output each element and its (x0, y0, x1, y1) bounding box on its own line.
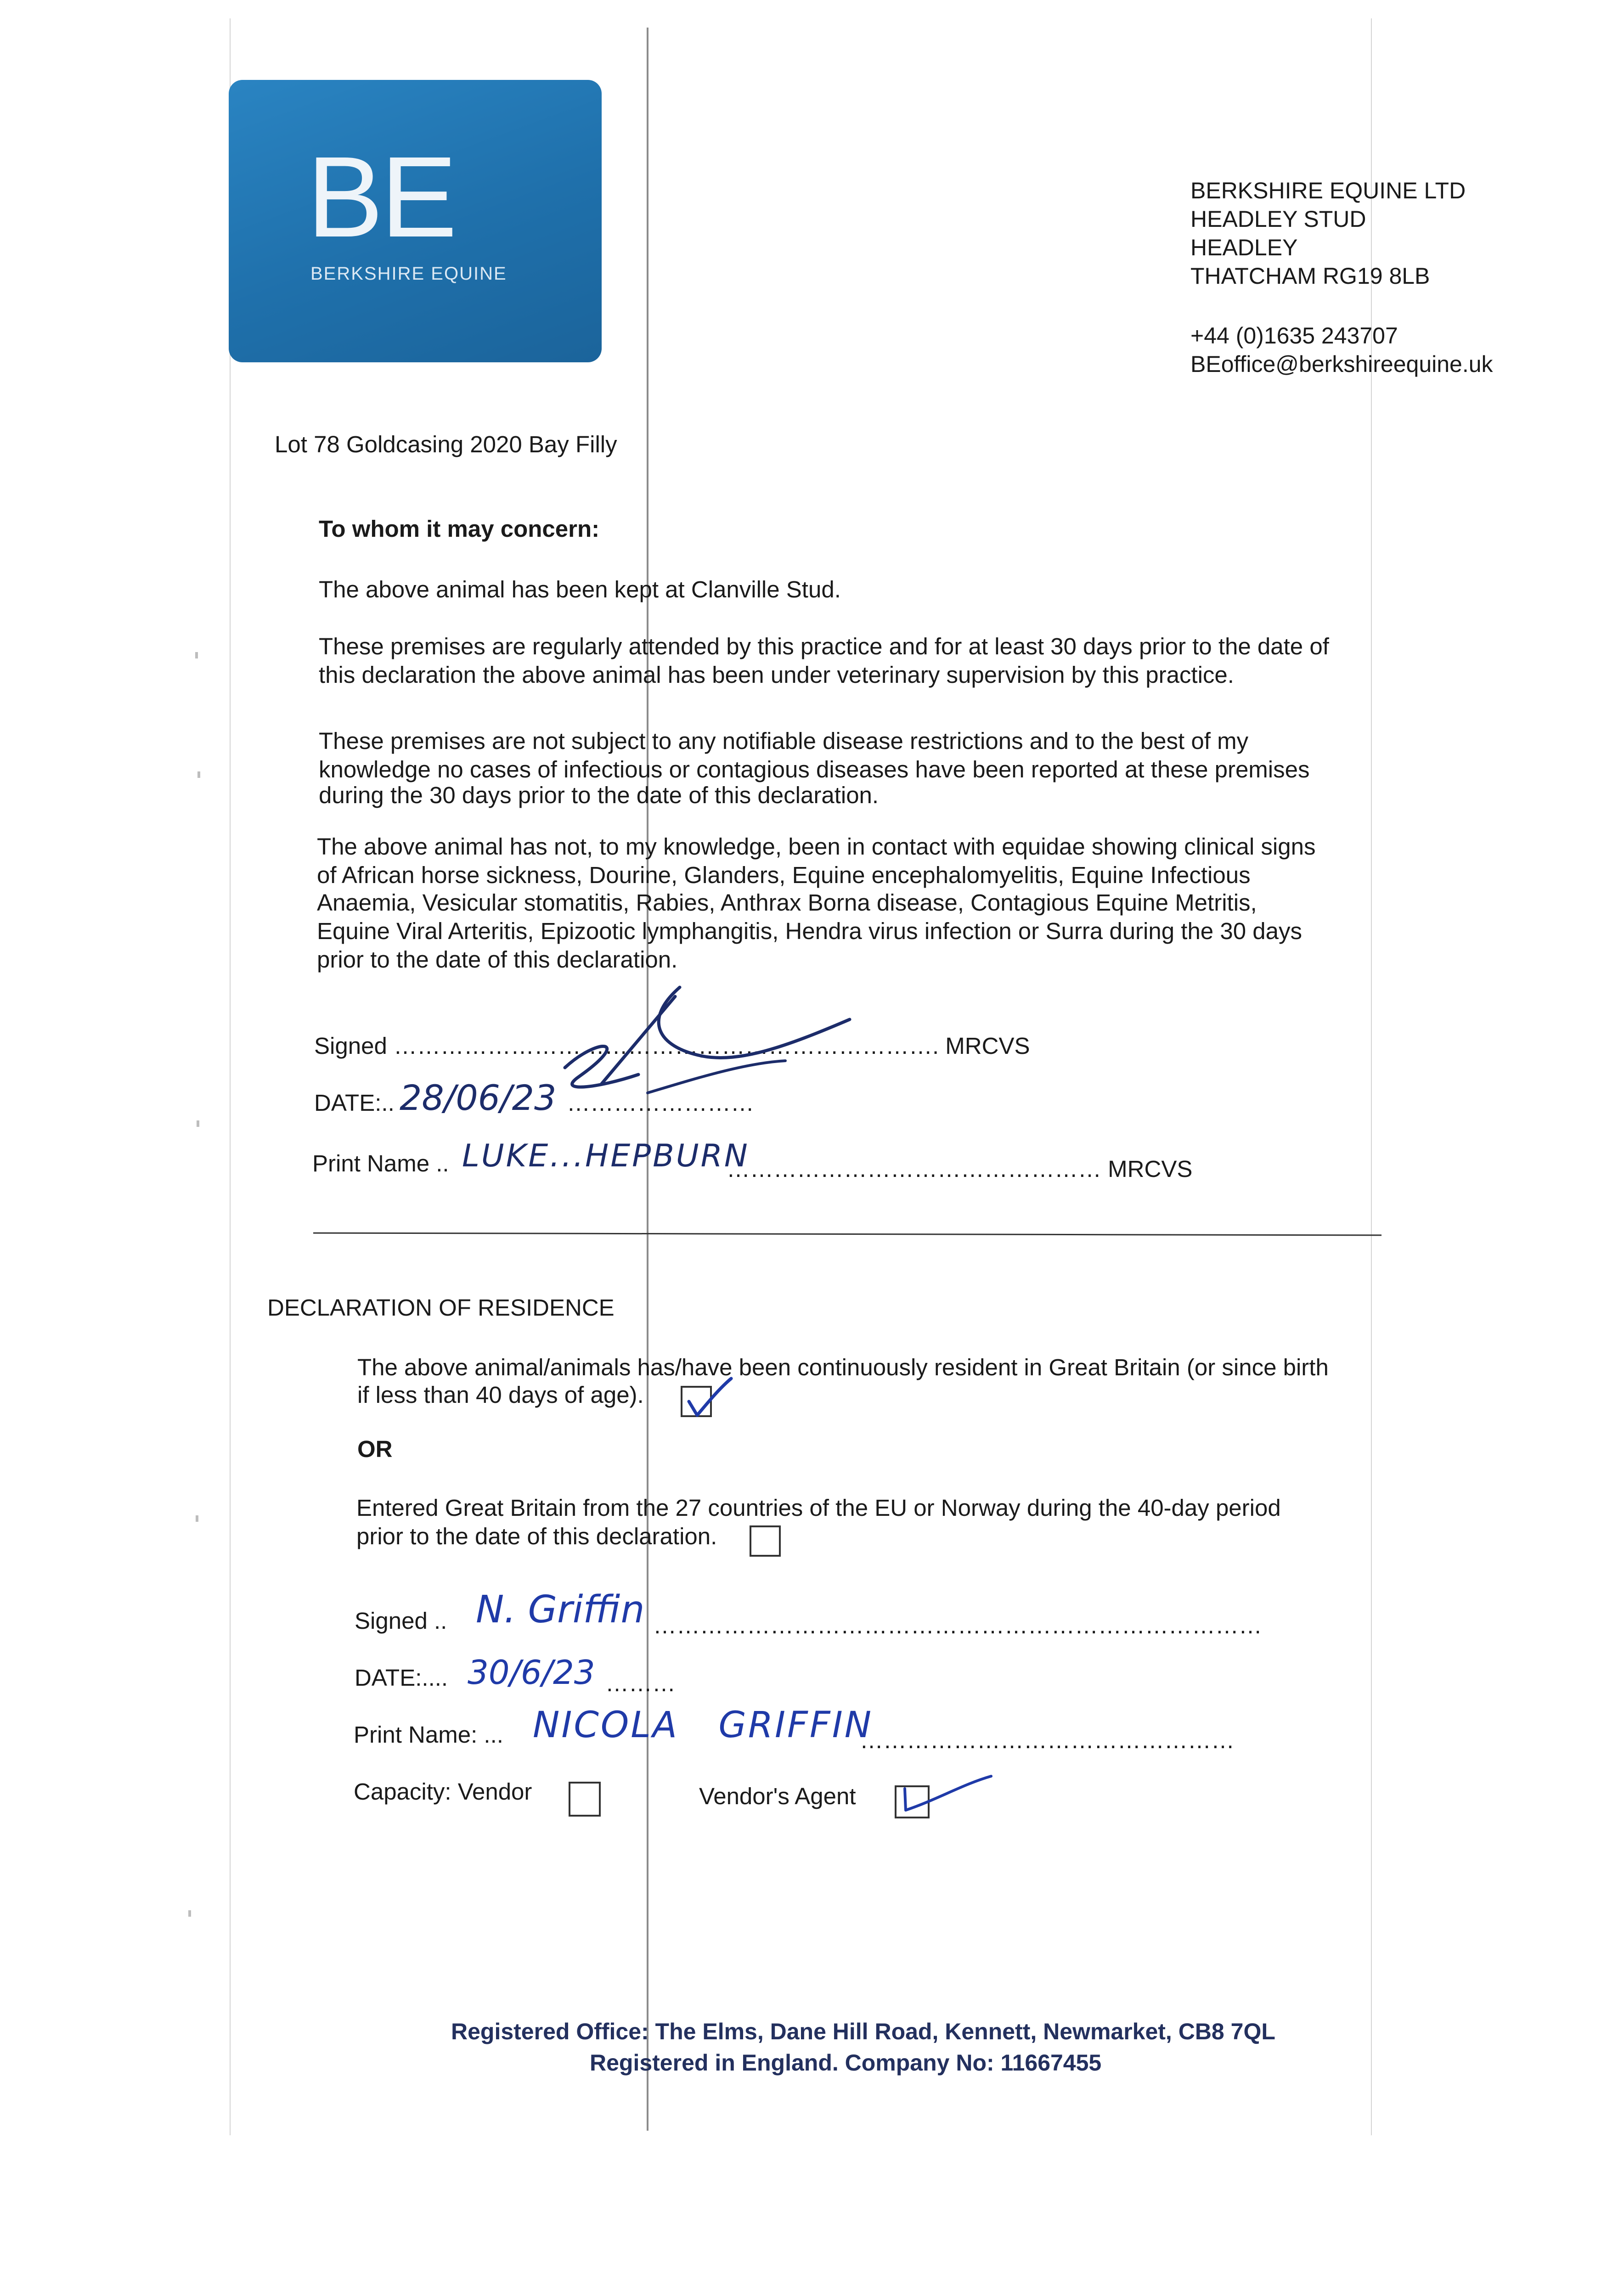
paragraph-line: These premises are not subject to any notifiable disease restrictions and to the best of my (319, 728, 1249, 754)
scan-mark (195, 652, 198, 658)
vendor-signed-label: Signed .. (355, 1608, 447, 1634)
vendor-print-name-value: NICOLA GRIFFIN (533, 1705, 874, 1746)
scan-mark (188, 1910, 191, 1917)
paragraph-line: prior to the date of this declaration. (317, 946, 678, 973)
checkmark-icon (899, 1773, 996, 1823)
logo-subtitle: BERKSHIRE EQUINE (310, 264, 507, 284)
capacity-label: Capacity: Vendor (354, 1778, 532, 1805)
residence-option-line: if less than 40 days of age). (357, 1382, 644, 1408)
scan-mark (196, 1515, 198, 1522)
lot-description: Lot 78 Goldcasing 2020 Bay Filly (275, 431, 617, 457)
scan-mark (197, 1120, 199, 1127)
residence-option-line: prior to the date of this declaration. (356, 1523, 717, 1549)
company-registration: Registered in England. Company No: 11667455 (590, 2050, 1102, 2076)
berkshire-equine-logo (229, 80, 602, 362)
phone-number: +44 (0)1635 243707 (1190, 323, 1398, 349)
paragraph-line: this declaration the above animal has been under veterinary supervision by this practice. (319, 662, 1234, 688)
paragraph-line: Equine Viral Arteritis, Epizootic lymphangitis, Hendra virus infection or Surra during the 30 days (317, 918, 1302, 944)
paragraph-line: Anaemia, Vesicular stomatitis, Rabies, Anthrax Borna disease, Contagious Equine Metritis, (317, 889, 1257, 916)
vendor-signature: N. Griffin (476, 1588, 645, 1632)
residence-heading: DECLARATION OF RESIDENCE (267, 1294, 615, 1321)
paragraph-line: during the 30 days prior to the date of this declaration. (319, 782, 879, 808)
or-separator: OR (357, 1436, 393, 1462)
paragraph-line: of African horse sickness, Dourine, Glanders, Equine encephalomyelitis, Equine Infectious (317, 862, 1251, 888)
paragraph-line: The above animal has not, to my knowledge, been in contact with equidae showing clinical signs (317, 833, 1316, 860)
vet-print-name-label: Print Name .. (312, 1150, 449, 1176)
logo-mark: BE (307, 133, 455, 261)
vet-date-label: DATE:.. (314, 1090, 395, 1116)
vendor-checkbox[interactable] (569, 1782, 601, 1817)
address-line: HEADLEY (1190, 235, 1298, 260)
vendor-agent-label: Vendor's Agent (699, 1783, 856, 1809)
paragraph-kept-at: The above animal has been kept at Clanville Stud. (319, 576, 841, 602)
residence-option-line: The above animal/animals has/have been continuously resident in Great Britain (or since birth (357, 1354, 1329, 1380)
entered-gb-checkbox[interactable] (750, 1525, 781, 1557)
paragraph-line: knowledge no cases of infectious or contagious diseases have been reported at these premises (319, 756, 1310, 782)
residence-option-line: Entered Great Britain from the 27 countries of the EU or Norway during the 40-day period (356, 1495, 1281, 1521)
vendor-signed-dots: …………………………………………………………………… (653, 1612, 1262, 1638)
vendor-print-name-dots: ………………………………………… (860, 1727, 1235, 1753)
vet-signed-line: Signed ……………………………………………………………. MRCVS (314, 1033, 1030, 1059)
address-line: THATCHAM RG19 8LB (1190, 263, 1430, 289)
address-line: BERKSHIRE EQUINE LTD (1190, 178, 1466, 203)
scan-mark (197, 771, 200, 778)
vet-signature (528, 969, 859, 1107)
vet-date-value: 28/06/23 (400, 1077, 557, 1118)
company-address (1190, 176, 1466, 290)
vendor-date-value: 30/6/23 (468, 1653, 595, 1692)
vendor-date-dots: ……… (605, 1670, 676, 1696)
vendor-date-label: DATE:.... (355, 1665, 448, 1691)
vendor-print-name-label: Print Name: ... (354, 1722, 503, 1748)
address-line: HEADLEY STUD (1190, 206, 1366, 232)
vet-print-name-value: LUKE...HEPBURN (462, 1138, 750, 1174)
registered-office: Registered Office: The Elms, Dane Hill Road, Kennett, Newmarket, CB8 7QL (451, 2019, 1275, 2044)
checkmark-icon (683, 1374, 734, 1424)
paragraph-line: These premises are regularly attended by this practice and for at least 30 days prior to the date of (319, 633, 1329, 659)
vet-date-dots: …………………… (567, 1090, 754, 1116)
vet-print-name-dots: ………………………………………… MRCVS (727, 1156, 1193, 1182)
company-contact (1190, 321, 1493, 378)
section-divider (313, 1232, 1382, 1236)
salutation: To whom it may concern: (319, 516, 600, 542)
email-address: BEoffice@berkshireequine.uk (1190, 351, 1493, 377)
